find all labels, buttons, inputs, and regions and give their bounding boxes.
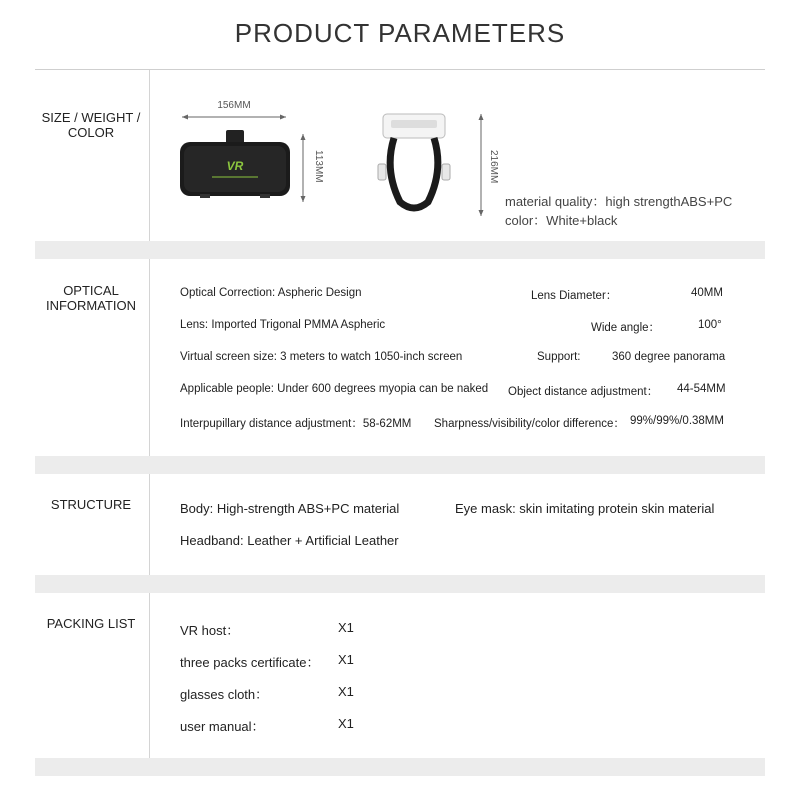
optical-row-left: Applicable people: Under 600 degrees myopia can be naked [180, 383, 489, 395]
packing-item-qty: X1 [338, 716, 354, 731]
optical-row-value: 40MM [691, 287, 723, 299]
packing-item-qty: X1 [338, 652, 354, 667]
optical-row-left: Optical Correction: Aspheric Design [180, 287, 362, 299]
vr-logo: VR [226, 159, 244, 173]
product-drawing [170, 90, 510, 230]
optical-row-key: Lens Diameter： [531, 290, 618, 302]
width-dimension-label: 156MM [217, 100, 251, 111]
optical-row-left: Lens: Imported Trigonal PMMA Aspheric [180, 319, 386, 331]
optical-row-key: Support: [537, 351, 581, 363]
optical-row-key: Object distance adjustment： [508, 386, 659, 398]
side-dimension-label: 216MM [488, 150, 499, 184]
optical-section-label: OPTICAL INFORMATION [45, 283, 137, 313]
structure-body: Body: High-strength ABS+PC material [180, 501, 400, 516]
optical-row-value: 360 degree panorama [612, 351, 726, 363]
arrow-left-icon [182, 115, 188, 120]
arrow-up-icon [301, 134, 306, 140]
top-divider [35, 69, 765, 70]
size-section-label: SIZE / WEIGHT / COLOR [41, 110, 141, 140]
optical-row-value: 44-54MM [677, 383, 726, 395]
optical-row-left: Interpupillary distance adjustment：58-62MM [180, 418, 412, 430]
section-band [35, 575, 765, 593]
section-band [35, 758, 765, 776]
structure-headband: Headband: Leather + Artificial Leather [180, 533, 399, 548]
structure-eye-mask: Eye mask: skin imitating protein skin material [455, 501, 715, 516]
arrow-down-icon [479, 210, 484, 216]
height-dimension-label: 113MM [313, 150, 324, 183]
optical-row-key: Wide angle： [591, 322, 661, 334]
headband-icon [390, 138, 438, 208]
structure-section-label: STRUCTURE [50, 497, 132, 512]
section-band [35, 456, 765, 474]
packing-item-name: user manual： [180, 719, 265, 734]
packing-section-label: PACKING LIST [46, 616, 136, 631]
packing-item-name: VR host： [180, 623, 240, 638]
page-title: PRODUCT PARAMETERS [234, 18, 566, 48]
material-quality: material quality：high strengthABS+PC [505, 194, 733, 209]
column-divider [149, 70, 150, 776]
optical-row-key: Sharpness/visibility/color difference： [434, 418, 625, 430]
section-band [35, 241, 765, 259]
packing-item-name: three packs certificate： [180, 655, 320, 670]
optical-row-left: Virtual screen size: 3 meters to watch 1050-inch screen [180, 351, 463, 363]
arrow-right-icon [280, 115, 286, 120]
optical-row-value: 100° [698, 319, 722, 331]
arrow-down-icon [301, 196, 306, 202]
arrow-up-icon [479, 114, 484, 120]
color-info: color：White+black [505, 213, 618, 228]
packing-item-qty: X1 [338, 684, 354, 699]
packing-item-name: glasses cloth： [180, 687, 269, 702]
packing-item-qty: X1 [338, 620, 354, 635]
optical-row-value: 99%/99%/0.38MM [630, 415, 724, 427]
